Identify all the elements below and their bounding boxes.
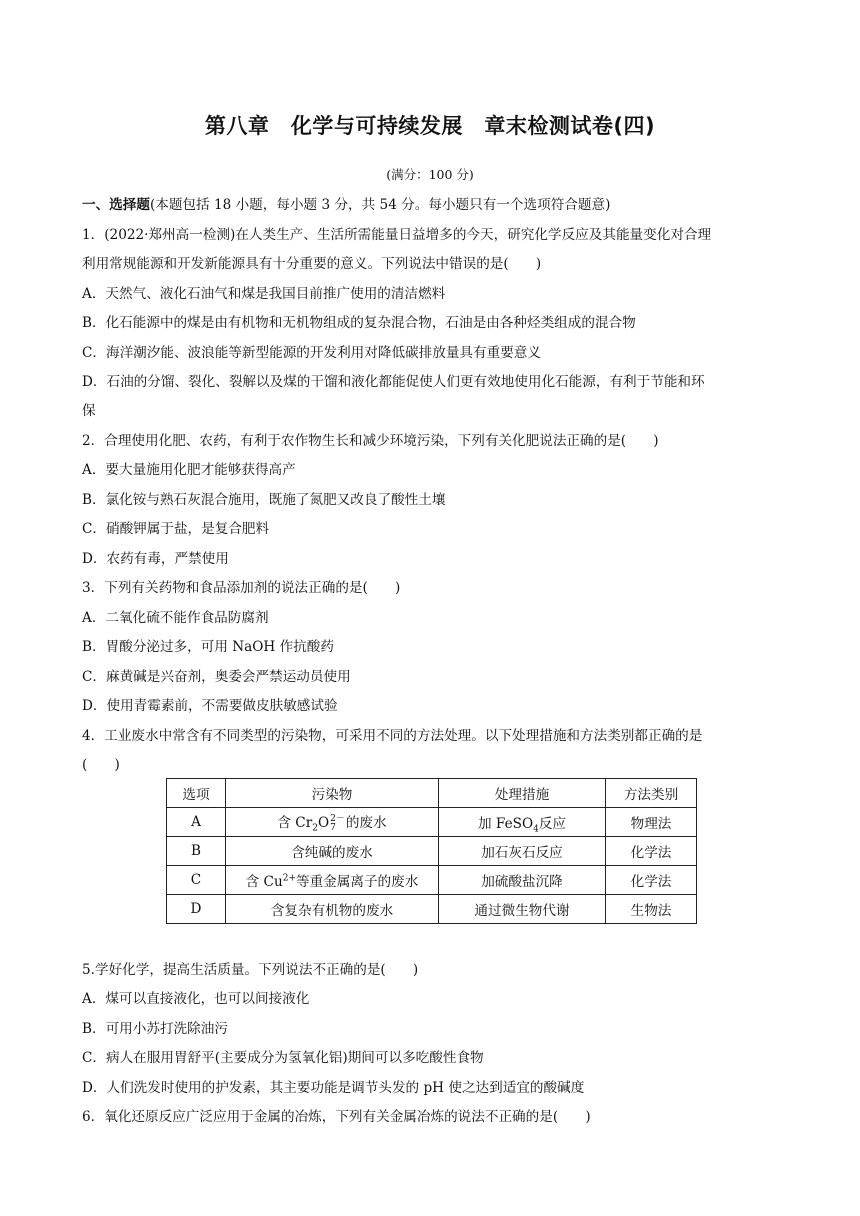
- q5-option-a: A．煤可以直接液化，也可以间接液化: [82, 991, 310, 1007]
- q1-option-d-line2: 保: [82, 403, 96, 419]
- header-cell-pollutant: 污染物: [226, 779, 439, 808]
- q1-stem-line2: 利用常规能源和开发新能源具有十分重要的意义。下列说法中错误的是( ): [82, 256, 542, 272]
- q4-stem-line1: 4．工业废水中常含有不同类型的污染物，可采用不同的方法处理。以下处理措施和方法类别都正确的是: [82, 728, 703, 744]
- q3-stem: 3．下列有关药物和食品添加剂的说法正确的是( ): [82, 580, 401, 596]
- q3-option-c: C．麻黄碱是兴奋剂，奥委会严禁运动员使用: [82, 669, 351, 685]
- q3-option-b: B．胃酸分泌过多，可用 NaOH 作抗酸药: [82, 639, 334, 655]
- category-cell: 化学法: [606, 866, 697, 895]
- q2-stem: 2．合理使用化肥、农药，有利于农作物生长和减少环境污染，下列有关化肥说法正确的是( ): [82, 433, 659, 449]
- q1-stem-line1: 1．(2022·郑州高一检测)在人类生产、生活所需能量日益增多的今天，研究化学反应及其能量变化对合理: [82, 227, 712, 243]
- option-cell: A: [167, 808, 226, 837]
- page-title: 第八章 化学与可持续发展 章末检测试卷(四): [204, 114, 656, 138]
- option-cell: D: [167, 895, 226, 924]
- table-row: [167, 837, 697, 866]
- option-cell: C: [167, 866, 226, 895]
- pollutant-cell: 含复杂有机物的废水: [226, 895, 439, 924]
- q1-option-b: B．化石能源中的煤是由有机物和无机物组成的复杂混合物，石油是由各种烃类组成的混合物: [82, 315, 636, 331]
- q5-stem: 5.学好化学，提高生活质量。下列说法不正确的是( ): [82, 962, 419, 978]
- section-heading: [82, 195, 782, 215]
- measure-cell: 加石灰石反应: [439, 837, 606, 866]
- table-header-row: [167, 779, 697, 808]
- measure-cell: 通过微生物代谢: [439, 895, 606, 924]
- q1-option-c: C．海洋潮汐能、波浪能等新型能源的开发利用对降低碳排放量具有重要意义: [82, 345, 541, 361]
- q2-option-c: C．硝酸钾属于盐，是复合肥料: [82, 521, 270, 537]
- header-cell-category: 方法类别: [606, 779, 697, 808]
- q2-option-b: B．氯化铵与熟石灰混合施用，既施了氮肥又改良了酸性土壤: [82, 492, 446, 508]
- q2-option-d: D．农药有毒，严禁使用: [82, 551, 229, 567]
- option-cell: B: [167, 837, 226, 866]
- pollutant-cell: 含 $Cr_2O$ 2－ 7 的废水: [226, 808, 439, 837]
- pollutant-cell: 含纯碱的废水: [226, 837, 439, 866]
- q4-stem-line2: ( ): [82, 757, 120, 773]
- q6-stem: 6．氧化还原反应广泛应用于金属的冶炼，下列有关金属冶炼的说法不正确的是( ): [82, 1109, 591, 1125]
- q1-option-d-line1: D．石油的分馏、裂化、裂解以及煤的干馏和液化都能促使人们更有效地使用化石能源，有利于节能和环: [82, 374, 705, 390]
- section-desc: (本题包括 18 小题，每小题 3 分，共 54 分。每小题只有一个选项符合题意): [149, 197, 611, 213]
- pollutant-cell: 含 $Cu^{2+}$等重金属离子的废水: [226, 866, 439, 895]
- q5-option-d: D．人们洗发时使用的护发素，其主要功能是调节头发的 pH 使之达到适宜的酸碱度: [82, 1080, 585, 1096]
- q1-option-a: A．天然气、液化石油气和煤是我国目前推广使用的清洁燃料: [82, 286, 446, 302]
- q2-option-a: A．要大量施用化肥才能够获得高产: [82, 462, 296, 478]
- header-cell-option: 选项: [167, 779, 226, 808]
- header-cell-measure: 处理措施: [439, 779, 606, 808]
- score-note: (满分：100 分): [386, 167, 474, 182]
- table-row: [167, 866, 697, 895]
- q5-option-b: B．可用小苏打洗除油污: [82, 1021, 228, 1037]
- section-head: 一、选择题: [82, 197, 150, 213]
- table-row: [167, 808, 697, 837]
- category-cell: 物理法: [606, 808, 697, 837]
- measure-cell: 加硫酸盐沉降: [439, 866, 606, 895]
- category-cell: 生物法: [606, 895, 697, 924]
- table-row: [167, 895, 697, 924]
- q3-option-d: D．使用青霉素前，不需要做皮肤敏感试验: [82, 698, 338, 714]
- q5-option-c: C．病人在服用胃舒平(主要成分为氢氧化铝)期间可以多吃酸性食物: [82, 1050, 484, 1066]
- measure-cell: 加 FeSO$_4$反应: [439, 808, 606, 837]
- treatment-table: [166, 778, 697, 924]
- category-cell: 化学法: [606, 837, 697, 866]
- q3-option-a: A．二氧化硫不能作食品防腐剂: [82, 610, 269, 626]
